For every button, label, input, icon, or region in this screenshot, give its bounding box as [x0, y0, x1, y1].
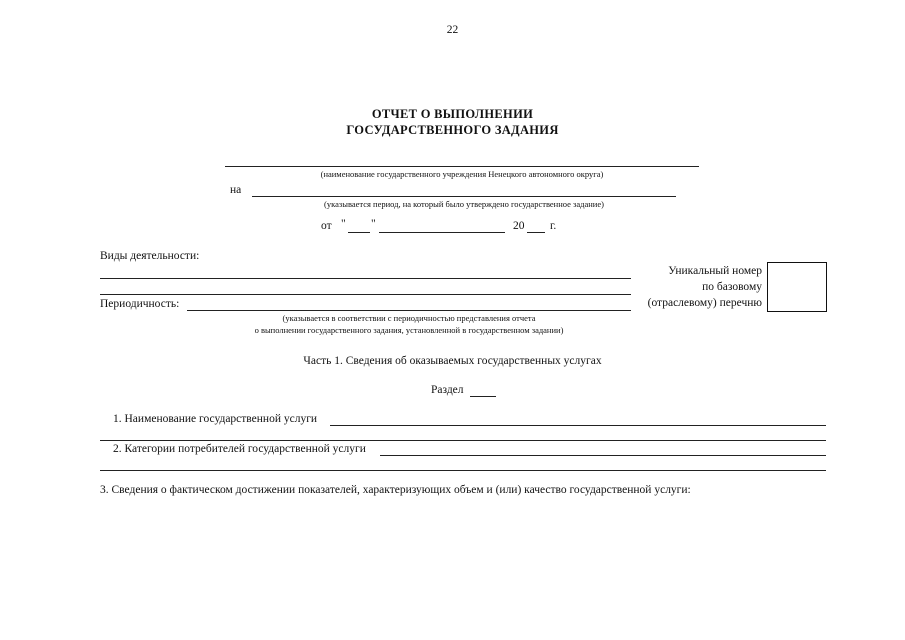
page-number: 22 — [446, 24, 459, 36]
report-title-line1: ОТЧЕТ О ВЫПОЛНЕНИИ — [371, 107, 534, 121]
year-suffix: г. — [550, 220, 557, 232]
activities-line-1[interactable] — [100, 278, 631, 279]
na-label: на — [230, 184, 242, 196]
quote-open: " — [341, 218, 346, 230]
activities-line-2[interactable] — [100, 294, 631, 295]
service-name-field[interactable] — [330, 425, 826, 426]
periodicity-caption-2: о выполнении государственного задания, установленной в государственном задании) — [254, 325, 564, 335]
month-field[interactable] — [379, 232, 505, 233]
unique-number-box[interactable] — [767, 262, 827, 312]
indicators-heading: 3. Сведения о фактическом достижении показателей, характеризующих объем и (или) качество государственной услуги: — [100, 484, 691, 496]
periodicity-label: Периодичность: — [100, 298, 180, 310]
institution-name-field[interactable] — [225, 166, 699, 167]
consumers-line-2[interactable] — [100, 470, 826, 471]
consumers-label: 2. Категории потребителей государственной услуги — [113, 443, 366, 455]
year-prefix: 20 — [513, 220, 525, 232]
service-name-label: 1. Наименование государственной услуги — [113, 413, 318, 425]
activities-label: Виды деятельности: — [100, 250, 200, 262]
consumers-field[interactable] — [380, 455, 826, 456]
unique-number-label-3: (отраслевому) перечню — [647, 297, 762, 309]
period-caption: (указывается период, на который было утверждено государственное задание) — [324, 199, 604, 209]
quote-close: " — [371, 218, 376, 230]
section-label: Раздел — [431, 384, 464, 396]
year-field[interactable] — [527, 232, 545, 233]
report-title-line2: ГОСУДАРСТВЕННОГО ЗАДАНИЯ — [346, 123, 559, 137]
periodicity-caption-1: (указывается в соответствии с периодичностью представления отчета — [282, 313, 536, 323]
unique-number-label-2: по базовому — [702, 281, 762, 293]
part1-title: Часть 1. Сведения об оказываемых государственных услугах — [303, 355, 602, 367]
section-number-field[interactable] — [470, 396, 496, 397]
unique-number-label-1: Уникальный номер — [668, 265, 762, 277]
period-field[interactable] — [252, 196, 676, 197]
institution-caption: (наименование государственного учреждения Ненецкого автономного округа) — [320, 169, 604, 179]
periodicity-field[interactable] — [187, 310, 631, 311]
service-name-line-2[interactable] — [100, 440, 826, 441]
day-field[interactable] — [348, 232, 370, 233]
ot-label: от — [321, 220, 332, 232]
